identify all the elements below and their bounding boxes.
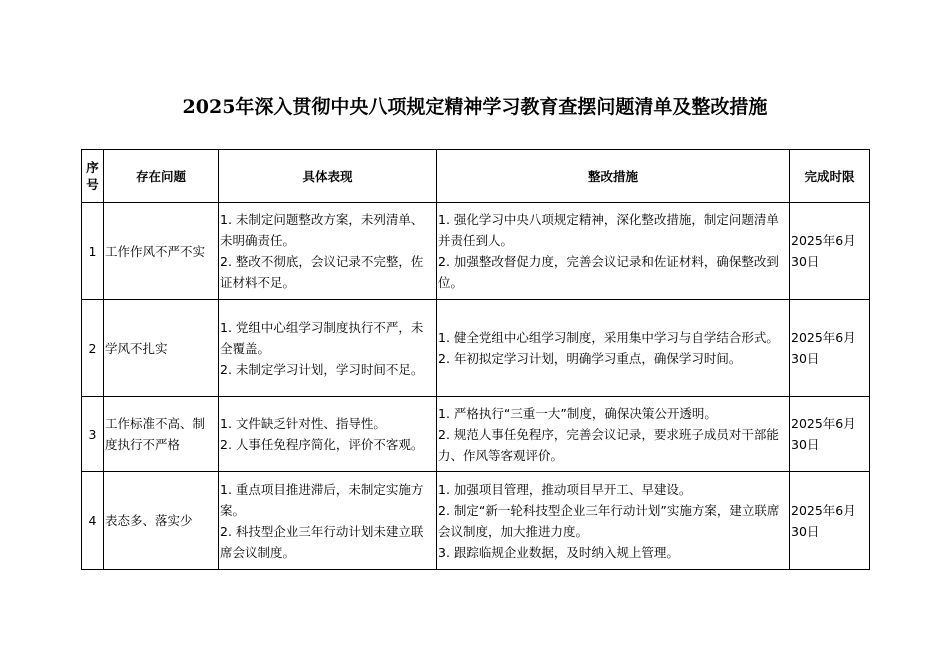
measure-line: 1. 严格执行“三重一大”制度，确保决策公开透明。 bbox=[438, 405, 717, 421]
row-detail bbox=[219, 397, 437, 472]
row-issue: 工作标准不高、制度执行不严格 bbox=[104, 397, 219, 472]
row-deadline: 2025年6月30日 bbox=[790, 300, 870, 397]
table-row bbox=[82, 203, 870, 300]
measure-line: 1. 加强项目管理，推动项目早开工、早建设。 bbox=[438, 481, 692, 497]
row-seq: 3 bbox=[82, 397, 104, 472]
row-seq: 2 bbox=[82, 300, 104, 397]
row-seq: 1 bbox=[82, 203, 104, 300]
measure-line: 3. 跟踪临规企业数据，及时纳入规上管理。 bbox=[438, 544, 679, 560]
document-title: 2025年深入贯彻中央八项规定精神学习教育查摆问题清单及整改措施 bbox=[182, 96, 768, 118]
header-deadline: 完成时限 bbox=[790, 150, 870, 203]
row-measures bbox=[437, 472, 790, 570]
row-deadline: 2025年6月30日 bbox=[790, 472, 870, 570]
measure-line: 1. 健全党组中心组学习制度，采用集中学习与自学结合形式。 bbox=[438, 330, 779, 345]
header-issue: 存在问题 bbox=[104, 150, 219, 203]
row-detail bbox=[219, 203, 437, 300]
detail-line: 2. 整改不彻底，会议记录不完整，佐证材料不足。 bbox=[220, 254, 424, 290]
measure-line: 2. 规范人事任免程序，完善会议记录，要求班子成员对干部能力、作风等客观评价。 bbox=[438, 426, 779, 463]
row-issue: 学风不扎实 bbox=[104, 300, 219, 397]
row-deadline: 2025年6月30日 bbox=[790, 397, 870, 472]
measure-line: 2. 加强整改督促力度，完善会议记录和佐证材料，确保整改到位。 bbox=[438, 254, 779, 290]
row-seq: 4 bbox=[82, 472, 104, 570]
table-row bbox=[82, 397, 870, 472]
header-detail: 具体表现 bbox=[219, 150, 437, 203]
detail-line: 1. 党组中心组学习制度执行不严，未全覆盖。 bbox=[220, 319, 424, 356]
row-issue: 工作作风不严不实 bbox=[104, 203, 219, 300]
table-row bbox=[82, 472, 870, 570]
row-measures bbox=[437, 300, 790, 397]
issue-table bbox=[81, 149, 870, 570]
detail-line: 2. 人事任免程序简化，评价不客观。 bbox=[220, 437, 424, 452]
detail-line: 2. 未制定学习计划，学习时间不足。 bbox=[220, 361, 424, 377]
row-issue: 表态多、落实少 bbox=[104, 472, 219, 570]
detail-line: 1. 未制定问题整改方案，未列清单、未明确责任。 bbox=[220, 212, 424, 248]
header-seq: 序号 bbox=[82, 150, 104, 203]
detail-line: 2. 科技型企业三年行动计划未建立联席会议制度。 bbox=[220, 523, 424, 560]
measure-line: 2. 年初拟定学习计划，明确学习重点，确保学习时间。 bbox=[438, 351, 742, 366]
row-detail bbox=[219, 472, 437, 570]
header-measures: 整改措施 bbox=[437, 150, 790, 203]
header-row bbox=[82, 150, 870, 203]
detail-line: 1. 重点项目推进滞后，未制定实施方案。 bbox=[220, 481, 424, 518]
row-deadline: 2025年6月30日 bbox=[790, 203, 870, 300]
row-measures bbox=[437, 203, 790, 300]
row-measures bbox=[437, 397, 790, 472]
measure-line: 2. 制定“新一轮科技型企业三年行动计划”实施方案，建立联席会议制度，加大推进力度。 bbox=[438, 502, 780, 539]
measure-line: 1. 强化学习中央八项规定精神，深化整改措施，制定问题清单并责任到人。 bbox=[438, 212, 779, 248]
table-row bbox=[82, 300, 870, 397]
row-detail bbox=[219, 300, 437, 397]
detail-line: 1. 文件缺乏针对性、指导性。 bbox=[220, 416, 386, 431]
